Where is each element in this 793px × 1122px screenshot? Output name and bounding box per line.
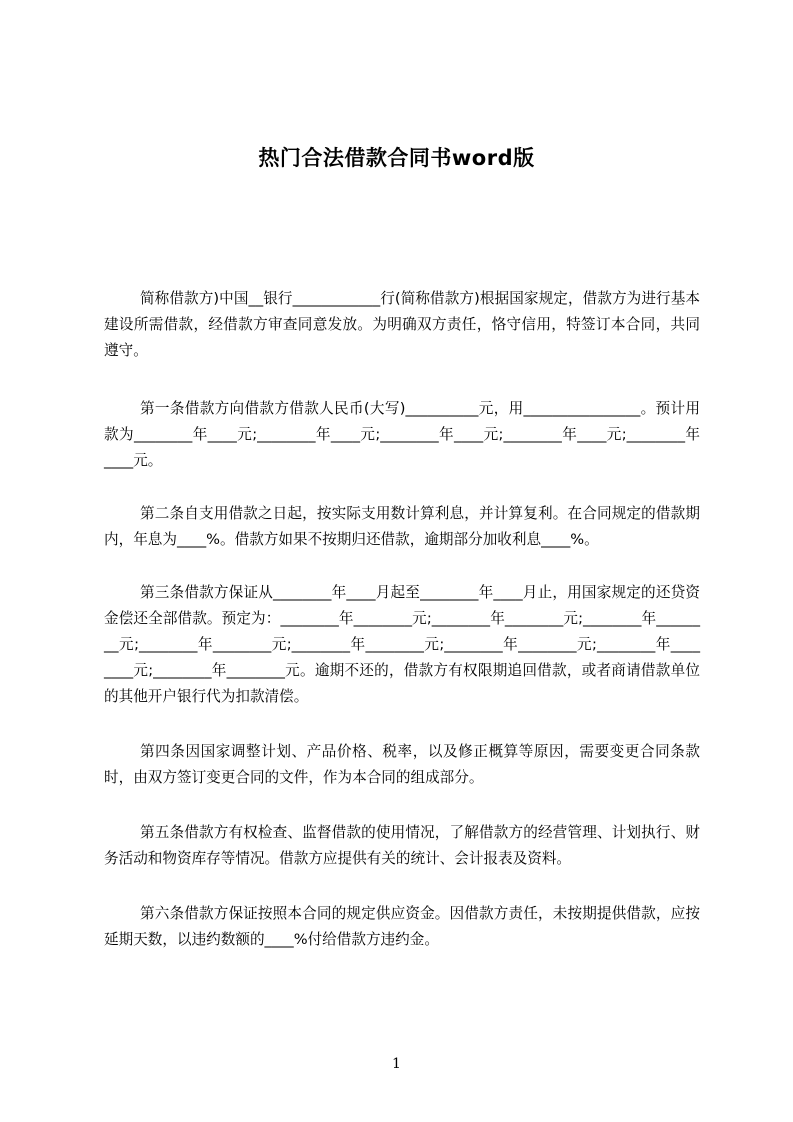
paragraph-preamble: 简称借款方)中国__银行____________行(简称借款方)根据国家规定，借款方为进行基本建设所需借款，经借款方审查同意发放。为明确双方责任，恪守信用，特签订本合同，共同遵守。 (104, 290, 700, 359)
paragraph-article-5: 第五条借款方有权检查、监督借款的使用情况，了解借款方的经营管理、计划执行、财务活动和物资库存等情况。借款方应提供有关的统计、会计报表及资料。 (104, 824, 700, 867)
paragraph-article-2: 第二条自支用借款之日起，按实际支用数计算利息，并计算复利。在合同规定的借款期内，年息为____%。借款方如果不按期归还借款，逾期部分加收利息____%。 (104, 505, 700, 548)
page-number: 1 (392, 1056, 401, 1072)
paragraph-article-3: 第三条借款方保证从________年____月起至________年____月止，用国家规定的还贷资金偿还全部借款。预定为：________年________元;________年________元;________年________元;________年________元;________年________元;________年________元;________年________元;________年________元。逾期不还的，借款方有权限期追回借款，或者商请借款单位的其他开户银行代为扣款清偿。 (104, 584, 700, 705)
paragraph-article-4: 第四条因国家调整计划、产品价格、税率，以及修正概算等原因，需要变更合同条款时，由双方签订变更合同的文件，作为本合同的组成部分。 (104, 743, 700, 786)
paragraph-article-6: 第六条借款方保证按照本合同的规定供应资金。因借款方责任，未按期提供借款，应按延期天数，以违约数额的____%付给借款方违约金。 (104, 905, 700, 948)
paragraph-article-1: 第一条借款方向借款方借款人民币(大写)__________元，用________________。预计用款为________年____元;________年____元;________年____元;________年____元;________年____元。 (104, 400, 700, 469)
document-title: 热门合法借款合同书word版 (258, 146, 535, 170)
